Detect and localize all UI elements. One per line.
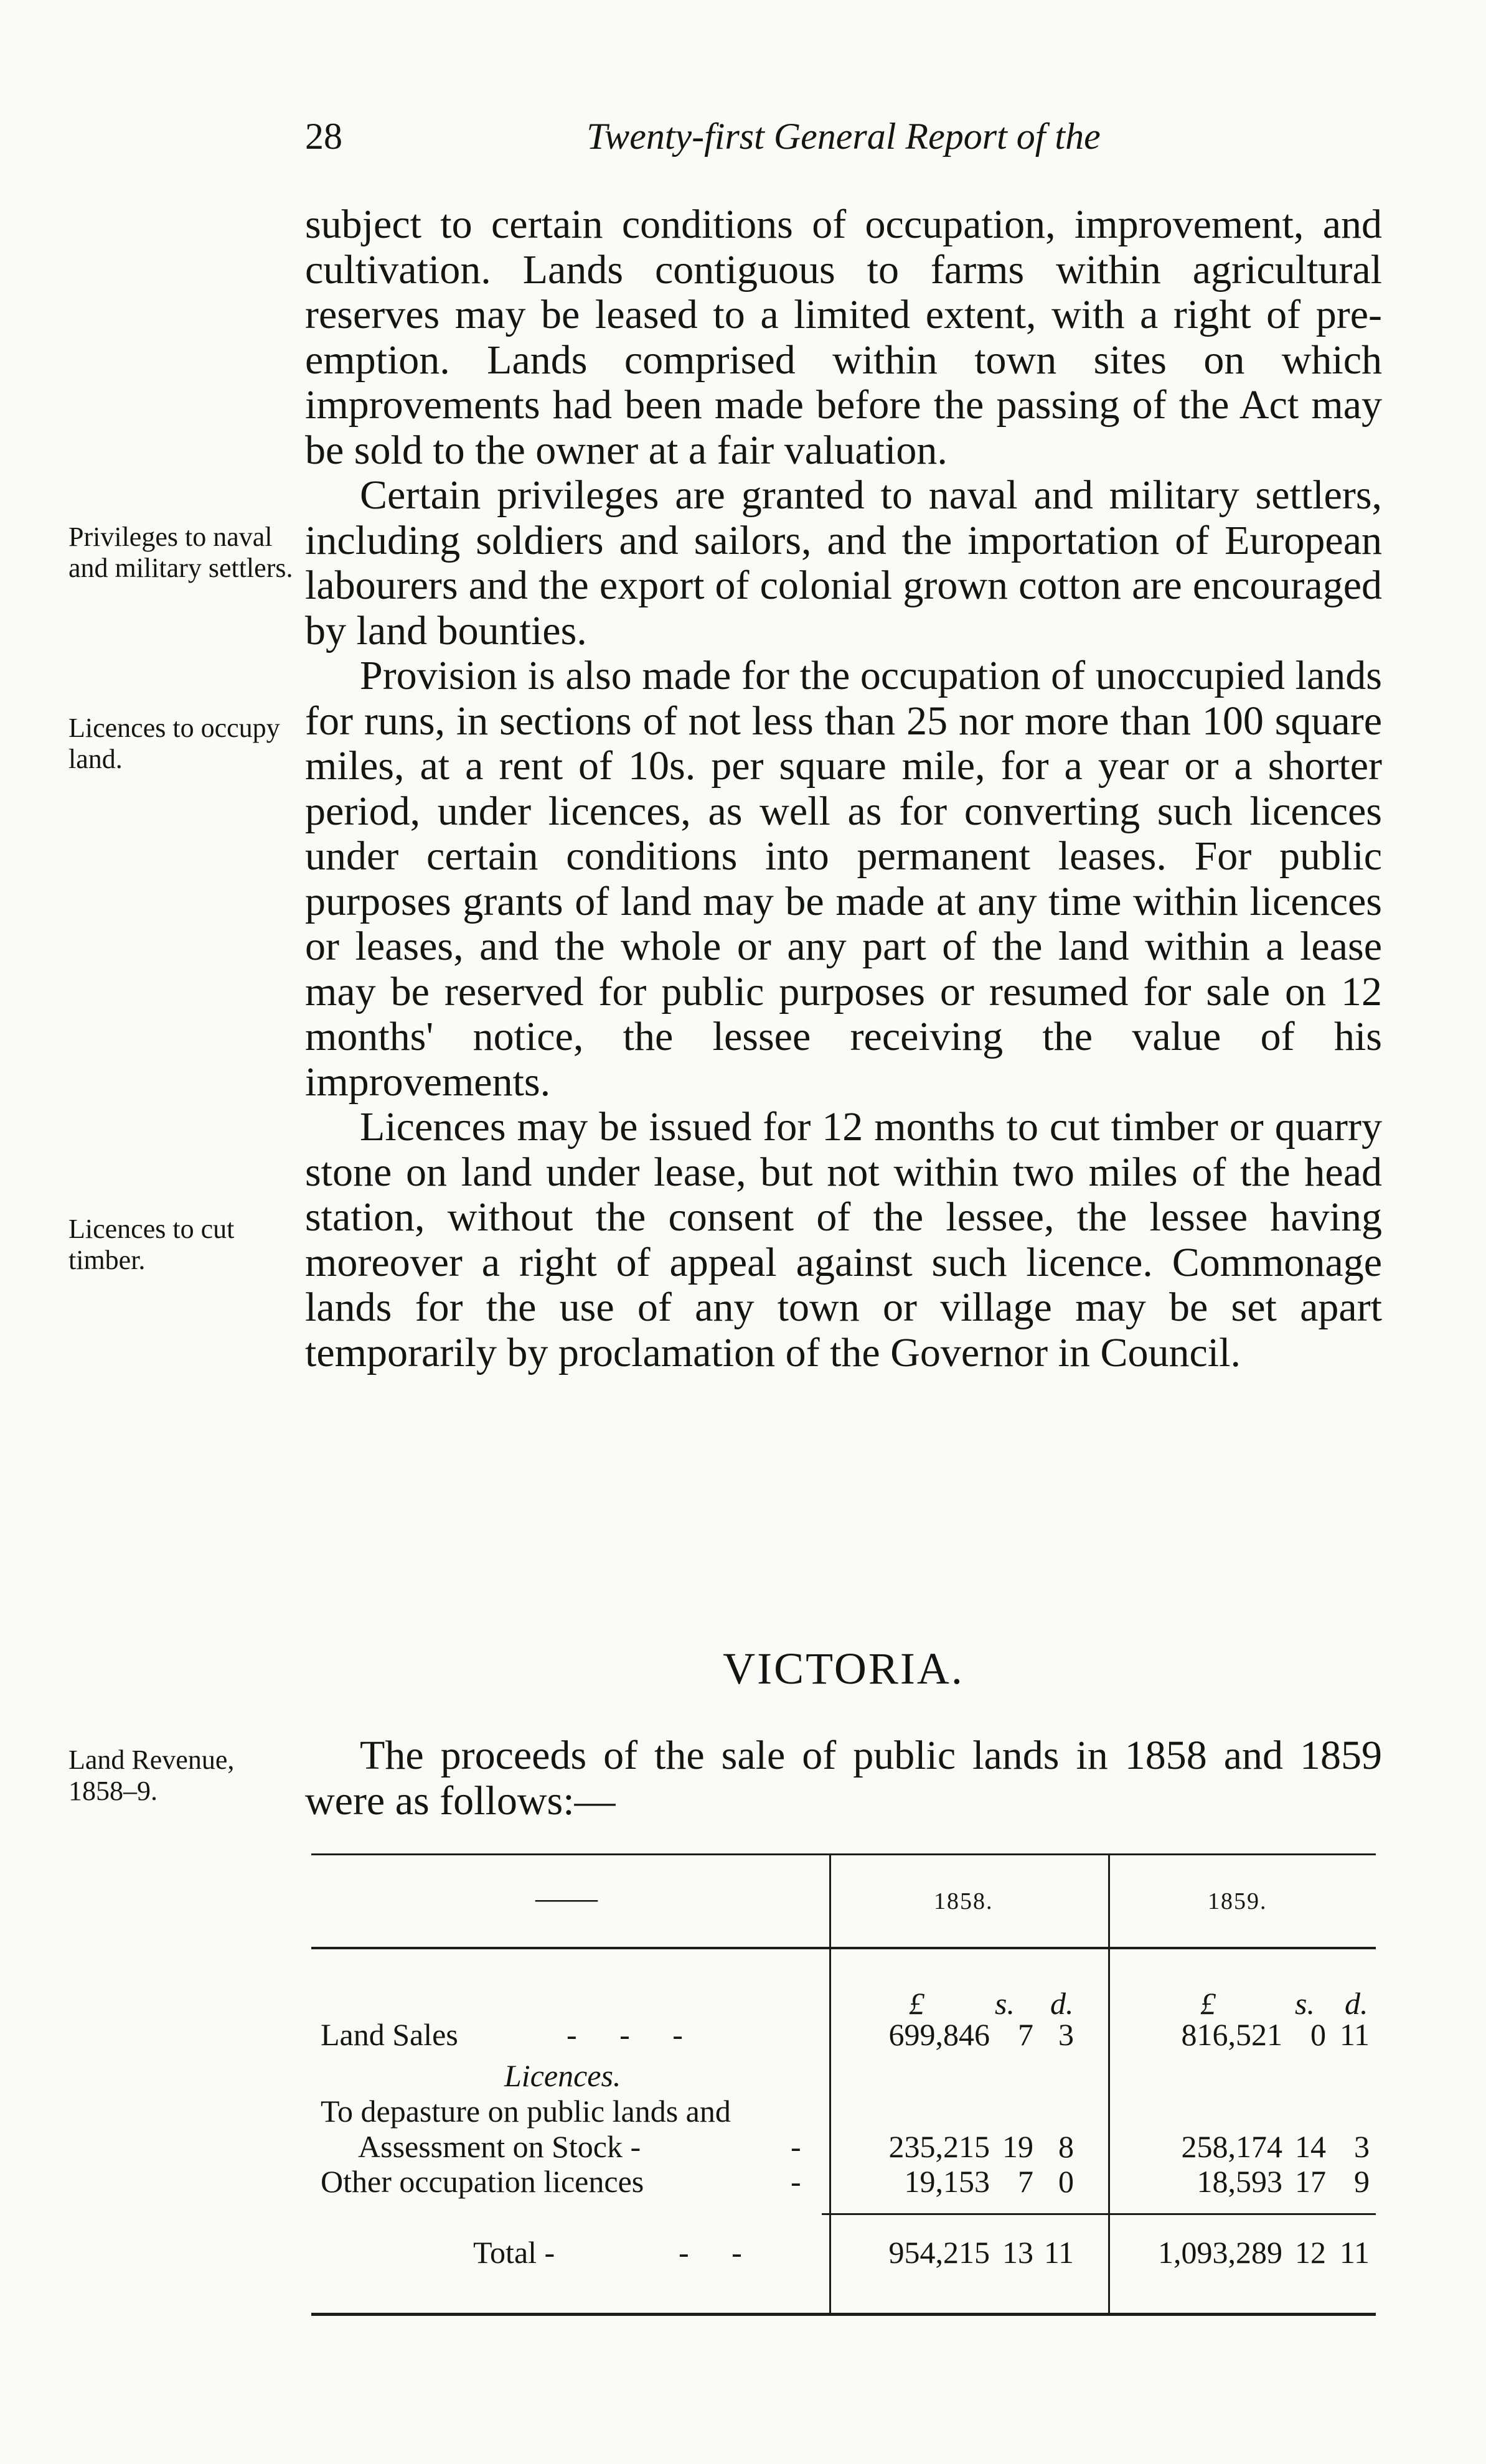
cell-land-sales-1859-pence: 11 <box>1339 2017 1370 2052</box>
cell-depasture-1858-pence: 8 <box>1058 2129 1074 2164</box>
paragraph-licences-occupy: Provision is also made for the occupation of unoccupied lands for runs, in sections of not less than 25 nor more than 100 square miles, at a rent of 10s. per square mile, for a year or a shorter period, under licences, as well as for converting such licences under certain conditions into permanent leases. For public purposes grants of land may be made at any time within licences or leases, and the whole or any part of the land within a lease may be reserved for public purposes or resumed for sale on 12 months' notice, the lessee receiving the value of his improvements. <box>305 653 1382 1105</box>
cell-other-1859-shillings: 17 <box>1295 2164 1326 2199</box>
margin-note-licences-occupy: Licences to occupy land. <box>68 713 280 774</box>
row-label-depasture-line2: Assessment on Stock - <box>358 2129 641 2164</box>
unit-shillings-1858: s. <box>995 1986 1015 2021</box>
cell-other-1859-pounds: 18,593 <box>1197 2164 1282 2199</box>
cell-other-1858-pence: 0 <box>1058 2164 1074 2199</box>
body-text-block-1 <box>305 202 1382 1375</box>
row-label-land-sales: Land Sales <box>321 2017 458 2052</box>
unit-pounds-1859: £ <box>1200 1986 1216 2021</box>
cell-total-1859-pounds: 1,093,289 <box>1158 2235 1282 2270</box>
cell-land-sales-1859-pounds: 816,521 <box>1181 2017 1282 2052</box>
table-top-rule <box>311 1853 1376 1855</box>
cell-total-1858-pence: 11 <box>1043 2235 1074 2270</box>
table-column-divider <box>1108 1853 1110 2314</box>
row-leader: - <box>791 2129 801 2164</box>
body-text-block-2 <box>305 1733 1382 1824</box>
margin-note-privileges: Privileges to naval and military settlers. <box>68 522 293 583</box>
cell-land-sales-1858-pence: 3 <box>1058 2017 1074 2052</box>
licences-subheading: Licences. <box>504 2058 621 2093</box>
year-header-1859: 1859. <box>1208 1888 1267 1914</box>
cell-land-sales-1858-shillings: 7 <box>1018 2017 1033 2052</box>
row-leader: - - <box>679 2235 759 2270</box>
section-title: VICTORIA. <box>723 1644 964 1693</box>
paragraph-proceeds: The proceeds of the sale of public lands in 1858 and 1859 were as follows:— <box>305 1733 1382 1824</box>
cell-land-sales-1859-shillings: 0 <box>1310 2017 1326 2052</box>
table-corner-dash: —— <box>535 1880 598 1915</box>
paragraph-privileges: Certain privileges are granted to naval and military settlers, including soldiers and sailors, and the importation of European labourers and the export of colonial grown cotton are encouraged by land bounties. <box>305 472 1382 653</box>
row-label-total: Total - <box>473 2235 555 2270</box>
table-header-rule <box>311 1947 1376 1949</box>
unit-pence-1858: d. <box>1050 1986 1074 2021</box>
table-total-rule <box>822 2213 1376 2215</box>
cell-other-1858-pounds: 19,153 <box>904 2164 990 2199</box>
cell-total-1858-pounds: 954,215 <box>888 2235 990 2270</box>
cell-depasture-1859-pence: 3 <box>1354 2129 1370 2164</box>
cell-depasture-1859-pounds: 258,174 <box>1181 2129 1282 2164</box>
row-label-depasture-line1: To depasture on public lands and <box>321 2094 731 2129</box>
cell-depasture-1859-shillings: 14 <box>1295 2129 1326 2164</box>
page-number: 28 <box>305 116 342 157</box>
row-label-other-licences: Other occupation licences <box>321 2164 644 2199</box>
unit-shillings-1859: s. <box>1295 1986 1315 2021</box>
cell-depasture-1858-pounds: 235,215 <box>888 2129 990 2164</box>
cell-total-1858-shillings: 13 <box>1002 2235 1033 2270</box>
unit-pence-1859: d. <box>1345 1986 1368 2021</box>
page-header <box>305 115 1382 171</box>
cell-total-1859-pence: 11 <box>1339 2235 1370 2270</box>
paragraph-licences-timber: Licences may be issued for 12 months to cut timber or quarry stone on land under lease, but not within two miles of the head station, without the consent of the lessee, the lessee having moreover a right of appeal against such licence. Commonage lands for the use of any town or village may be set apart temporarily by proclamation of the Governor in Council. <box>305 1104 1382 1375</box>
year-header-1858: 1858. <box>934 1888 994 1914</box>
unit-pounds-1858: £ <box>909 1986 924 2021</box>
table-bottom-rule <box>311 2313 1376 2316</box>
cell-land-sales-1858-pounds: 699,846 <box>888 2017 990 2052</box>
table-column-divider <box>829 1853 831 2314</box>
running-title: Twenty-first General Report of the <box>586 116 1101 157</box>
row-leader: - - - <box>567 2017 700 2052</box>
cell-depasture-1858-shillings: 19 <box>1002 2129 1033 2164</box>
land-revenue-table <box>311 1853 1376 2317</box>
cell-total-1859-shillings: 12 <box>1295 2235 1326 2270</box>
row-leader: - <box>791 2164 801 2199</box>
margin-note-land-revenue: Land Revenue, 1858–9. <box>68 1745 235 1806</box>
paragraph-continuation: subject to certain conditions of occupation, improvement, and cultivation. Lands contiguous to farms within agricultural reserves may be leased to a limited extent, with a right of pre-emption. Lands comprised within town sites on which improvements had been made before the passing of the Act may be sold to the owner at a fair valuation. <box>305 202 1382 473</box>
cell-other-1858-shillings: 7 <box>1018 2164 1033 2199</box>
margin-note-licences-timber: Licences to cut timber. <box>68 1214 235 1275</box>
cell-other-1859-pence: 9 <box>1354 2164 1370 2199</box>
